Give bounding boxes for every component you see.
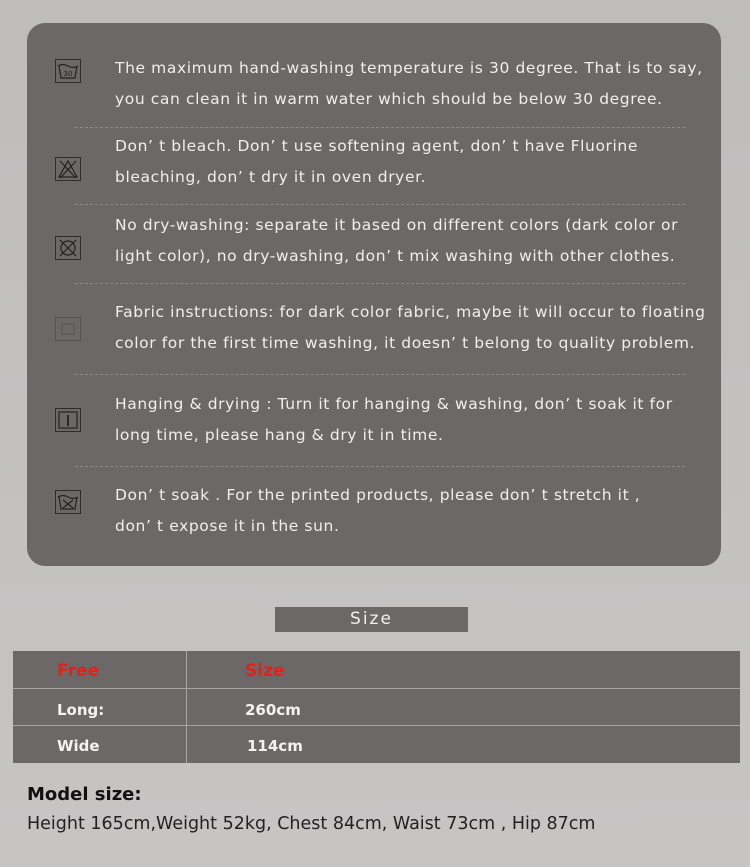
- care-text-soak: Don’ t soak . For the printed products, please don’ t stretch it , don’ t expose it in the sun.: [115, 486, 641, 535]
- table-header-row: [13, 651, 740, 688]
- header-free: Free: [57, 661, 99, 681]
- divider: [75, 466, 685, 467]
- hang-dry-icon: [55, 408, 81, 432]
- care-text-hand-wash: The maximum hand-washing temperature is 30 degree. That is to say, you can clean it in warm water which should be below 30 degree.: [115, 59, 703, 108]
- care-text-hang-dry: Hanging & drying : Turn it for hanging & washing, don’ t soak it for long time, please hang & dry it in time.: [115, 395, 673, 444]
- divider: [75, 204, 685, 205]
- divider: [75, 374, 685, 375]
- table-row: [13, 726, 740, 763]
- table-row: [13, 689, 740, 725]
- hand-wash-30-icon: [55, 59, 81, 83]
- header-size: Size: [245, 661, 285, 681]
- size-table: [13, 651, 740, 763]
- divider: [75, 283, 685, 284]
- care-text-fabric: Fabric instructions: for dark color fabric, maybe it will occur to floating color for the first time washing, it doesn’ t belong to quality problem.: [115, 303, 706, 352]
- row-value-wide: 114cm: [247, 737, 303, 755]
- care-instructions-panel: [27, 23, 721, 566]
- do-not-soak-icon: [55, 490, 81, 514]
- care-text-bleach: Don’ t bleach. Don’ t use softening agent, don’ t have Fluorine bleaching, don’ t dry it in oven dryer.: [115, 137, 638, 186]
- size-section-title: Size: [275, 607, 468, 632]
- care-text-dry-clean: No dry-washing: separate it based on different colors (dark color or light color), no dry-washing, don’ t mix washing with other clothes.: [115, 216, 679, 265]
- do-not-bleach-icon: [55, 157, 81, 181]
- do-not-dry-clean-icon: [55, 236, 81, 260]
- row-label-long: Long:: [57, 701, 105, 719]
- divider: [75, 127, 685, 128]
- row-value-long: 260cm: [245, 701, 301, 719]
- model-size-value: Height 165cm,Weight 52kg, Chest 84cm, Waist 73cm , Hip 87cm: [27, 814, 596, 834]
- wash-temp-badge: 30: [63, 70, 73, 78]
- fabric-square-icon: [55, 317, 81, 341]
- model-size-label: Model size:: [27, 784, 142, 805]
- row-label-wide: Wide: [57, 737, 100, 755]
